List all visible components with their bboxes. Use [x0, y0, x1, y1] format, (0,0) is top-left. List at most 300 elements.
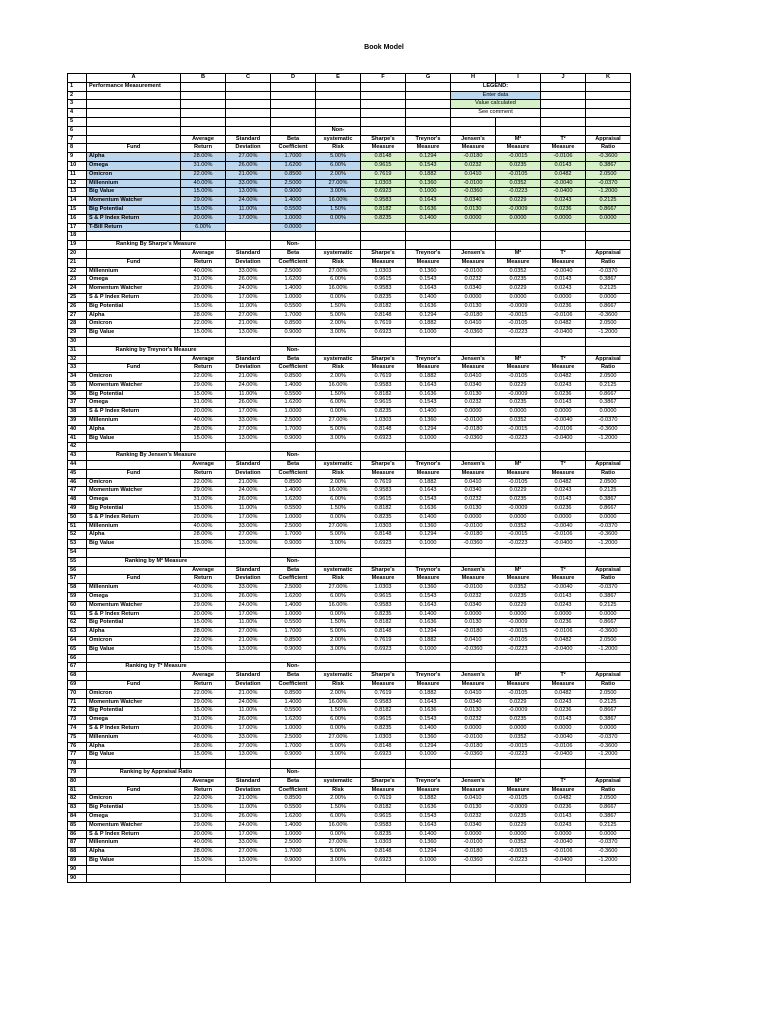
- fund-value-cell[interactable]: -0.0040: [541, 584, 586, 593]
- row-number[interactable]: 83: [68, 804, 87, 813]
- fund-value-cell[interactable]: 0.9615: [361, 593, 406, 602]
- fund-value-cell[interactable]: -0.0040: [541, 733, 586, 742]
- cell[interactable]: [406, 109, 451, 118]
- header-cell[interactable]: [361, 241, 406, 250]
- header-cell[interactable]: Non-: [271, 452, 316, 461]
- fund-value-cell[interactable]: 0.0000: [586, 408, 631, 417]
- fund-value-cell[interactable]: 0.0482: [541, 637, 586, 646]
- header-cell[interactable]: Appraisal: [586, 135, 631, 144]
- row-number[interactable]: 19: [68, 241, 87, 250]
- fund-value-cell[interactable]: 20.00%: [181, 724, 226, 733]
- cell[interactable]: [586, 100, 631, 109]
- fund-value-cell[interactable]: 0.0352: [496, 179, 541, 188]
- fund-value-cell[interactable]: 0.0229: [496, 821, 541, 830]
- fund-value-cell[interactable]: 0.5500: [271, 302, 316, 311]
- fund-value-cell[interactable]: -0.3600: [586, 742, 631, 751]
- fund-value-cell[interactable]: 2.00%: [316, 637, 361, 646]
- ranking-title[interactable]: Ranking by Treynor's Measure: [87, 346, 226, 355]
- header-cell[interactable]: [316, 346, 361, 355]
- header-cell[interactable]: Return: [181, 786, 226, 795]
- fund-value-cell[interactable]: 2.00%: [316, 478, 361, 487]
- cell[interactable]: [87, 109, 181, 118]
- fund-value-cell[interactable]: 1.6200: [271, 161, 316, 170]
- fund-value-cell[interactable]: 3.00%: [316, 856, 361, 865]
- fund-value-cell[interactable]: 0.9000: [271, 751, 316, 760]
- fund-value-cell[interactable]: 6.00%: [316, 399, 361, 408]
- header-cell[interactable]: Jensen's: [451, 461, 496, 470]
- fund-value-cell[interactable]: -1.2000: [586, 856, 631, 865]
- header-cell[interactable]: Fund: [87, 364, 181, 373]
- header-cell[interactable]: T²: [541, 777, 586, 786]
- fund-value-cell[interactable]: 0.0482: [541, 170, 586, 179]
- fund-value-cell[interactable]: 0.0243: [541, 821, 586, 830]
- fund-name-cell[interactable]: Momentum Watcher: [87, 285, 181, 294]
- header-cell[interactable]: Measure: [406, 469, 451, 478]
- fund-value-cell[interactable]: 0.1000: [406, 329, 451, 338]
- fund-name-cell[interactable]: Alpha: [87, 742, 181, 751]
- fund-value-cell[interactable]: 0.2125: [586, 487, 631, 496]
- fund-value-cell[interactable]: 22.00%: [181, 373, 226, 382]
- row-number[interactable]: 35: [68, 381, 87, 390]
- fund-value-cell[interactable]: 0.8148: [361, 628, 406, 637]
- fund-value-cell[interactable]: 0.00%: [316, 513, 361, 522]
- fund-value-cell[interactable]: 0.8667: [586, 707, 631, 716]
- cell[interactable]: [361, 549, 406, 558]
- fund-value-cell[interactable]: 0.8182: [361, 707, 406, 716]
- fund-value-cell[interactable]: -0.0370: [586, 417, 631, 426]
- header-cell[interactable]: Appraisal: [586, 355, 631, 364]
- header-cell[interactable]: Sharpe's: [361, 672, 406, 681]
- header-cell[interactable]: M²: [496, 135, 541, 144]
- fund-value-cell[interactable]: 13.00%: [226, 540, 271, 549]
- fund-value-cell[interactable]: 0.3867: [586, 276, 631, 285]
- fund-value-cell[interactable]: 5.00%: [316, 425, 361, 434]
- header-cell[interactable]: Fund: [87, 144, 181, 153]
- fund-value-cell[interactable]: 0.1643: [406, 698, 451, 707]
- fund-value-cell[interactable]: -0.0223: [496, 645, 541, 654]
- cell[interactable]: [406, 654, 451, 663]
- fund-value-cell[interactable]: 0.3867: [586, 399, 631, 408]
- cell[interactable]: [87, 654, 181, 663]
- fund-value-cell[interactable]: -1.2000: [586, 540, 631, 549]
- header-cell[interactable]: Non-: [316, 126, 361, 135]
- fund-value-cell[interactable]: 2.0500: [586, 373, 631, 382]
- fund-value-cell[interactable]: 27.00%: [226, 153, 271, 162]
- fund-name-cell[interactable]: Big Value: [87, 645, 181, 654]
- fund-value-cell[interactable]: 0.1294: [406, 153, 451, 162]
- header-cell[interactable]: Fund: [87, 786, 181, 795]
- fund-value-cell[interactable]: -0.0015: [496, 742, 541, 751]
- header-cell[interactable]: Average: [181, 461, 226, 470]
- header-cell[interactable]: [541, 452, 586, 461]
- header-cell[interactable]: Measure: [541, 258, 586, 267]
- cell[interactable]: [586, 337, 631, 346]
- fund-value-cell[interactable]: 31.00%: [181, 276, 226, 285]
- header-cell[interactable]: Measure: [541, 786, 586, 795]
- fund-value-cell[interactable]: -1.2000: [586, 434, 631, 443]
- fund-value-cell[interactable]: 0.1882: [406, 320, 451, 329]
- fund-value-cell[interactable]: 0.0235: [496, 399, 541, 408]
- header-cell[interactable]: Measure: [496, 786, 541, 795]
- cell[interactable]: [451, 760, 496, 769]
- header-cell[interactable]: systematic: [316, 355, 361, 364]
- row-number[interactable]: 62: [68, 619, 87, 628]
- fund-value-cell[interactable]: 0.0235: [496, 812, 541, 821]
- fund-value-cell[interactable]: 21.00%: [226, 637, 271, 646]
- fund-value-cell[interactable]: 0.0130: [451, 302, 496, 311]
- header-cell[interactable]: [541, 768, 586, 777]
- fund-value-cell[interactable]: 2.0500: [586, 478, 631, 487]
- fund-value-cell[interactable]: 0.0000: [451, 214, 496, 223]
- header-cell[interactable]: systematic: [316, 135, 361, 144]
- cell[interactable]: [586, 452, 631, 461]
- fund-value-cell[interactable]: 0.0410: [451, 320, 496, 329]
- header-cell[interactable]: Measure: [361, 786, 406, 795]
- fund-value-cell[interactable]: -0.0100: [451, 417, 496, 426]
- row-number[interactable]: 24: [68, 285, 87, 294]
- cell[interactable]: [586, 557, 631, 566]
- fund-value-cell[interactable]: 0.8667: [586, 505, 631, 514]
- cell[interactable]: [226, 337, 271, 346]
- fund-value-cell[interactable]: 5.00%: [316, 742, 361, 751]
- header-cell[interactable]: Measure: [496, 364, 541, 373]
- cell[interactable]: [586, 241, 631, 250]
- fund-value-cell[interactable]: 2.5000: [271, 584, 316, 593]
- fund-name-cell[interactable]: Alpha: [87, 311, 181, 320]
- cell[interactable]: [451, 443, 496, 452]
- header-cell[interactable]: Measure: [541, 575, 586, 584]
- fund-value-cell[interactable]: 0.8148: [361, 153, 406, 162]
- row-number[interactable]: 51: [68, 522, 87, 531]
- legend-input[interactable]: Enter data: [451, 91, 541, 100]
- fund-value-cell[interactable]: 0.9615: [361, 496, 406, 505]
- fund-value-cell[interactable]: 1.0303: [361, 733, 406, 742]
- fund-value-cell[interactable]: -0.0105: [496, 795, 541, 804]
- fund-value-cell[interactable]: 0.0235: [496, 161, 541, 170]
- fund-value-cell[interactable]: 0.8182: [361, 619, 406, 628]
- fund-value-cell[interactable]: -0.0360: [451, 540, 496, 549]
- header-cell[interactable]: [496, 452, 541, 461]
- header-cell[interactable]: [496, 768, 541, 777]
- row-number[interactable]: 33: [68, 364, 87, 373]
- fund-value-cell[interactable]: 1.4000: [271, 487, 316, 496]
- column-header-G[interactable]: G: [406, 74, 451, 83]
- fund-value-cell[interactable]: 0.0235: [496, 496, 541, 505]
- fund-value-cell[interactable]: 15.00%: [181, 707, 226, 716]
- fund-value-cell[interactable]: 28.00%: [181, 531, 226, 540]
- row-number[interactable]: 43: [68, 452, 87, 461]
- header-cell[interactable]: Measure: [451, 786, 496, 795]
- fund-value-cell[interactable]: 0.1294: [406, 425, 451, 434]
- fund-value-cell[interactable]: 0.0000: [586, 610, 631, 619]
- fund-value-cell[interactable]: 0.0243: [541, 285, 586, 294]
- fund-value-cell[interactable]: 0.1643: [406, 821, 451, 830]
- cell[interactable]: [586, 443, 631, 452]
- fund-value-cell[interactable]: 31.00%: [181, 496, 226, 505]
- fund-value-cell[interactable]: 0.1636: [406, 707, 451, 716]
- fund-value-cell[interactable]: 0.1543: [406, 593, 451, 602]
- fund-value-cell[interactable]: 16.00%: [316, 821, 361, 830]
- fund-name-cell[interactable]: Big Potential: [87, 804, 181, 813]
- row-number[interactable]: 34: [68, 373, 87, 382]
- fund-name-cell[interactable]: Omega: [87, 276, 181, 285]
- header-cell[interactable]: Measure: [451, 469, 496, 478]
- column-header-K[interactable]: K: [586, 74, 631, 83]
- fund-value-cell[interactable]: 22.00%: [181, 478, 226, 487]
- header-cell[interactable]: Ratio: [586, 786, 631, 795]
- fund-value-cell[interactable]: 6.00%: [316, 716, 361, 725]
- header-cell[interactable]: Standard: [226, 249, 271, 258]
- fund-name-cell[interactable]: Omega: [87, 161, 181, 170]
- header-cell[interactable]: [406, 452, 451, 461]
- fund-value-cell[interactable]: 0.1294: [406, 742, 451, 751]
- fund-value-cell[interactable]: 11.00%: [226, 707, 271, 716]
- fund-value-cell[interactable]: 24.00%: [226, 381, 271, 390]
- fund-value-cell[interactable]: 0.8235: [361, 408, 406, 417]
- fund-value-cell[interactable]: -0.0400: [541, 540, 586, 549]
- fund-value-cell[interactable]: -0.0360: [451, 751, 496, 760]
- fund-value-cell[interactable]: 0.1882: [406, 637, 451, 646]
- fund-value-cell[interactable]: 13.00%: [226, 751, 271, 760]
- fund-value-cell[interactable]: 0.2125: [586, 381, 631, 390]
- fund-name-cell[interactable]: Omicron: [87, 320, 181, 329]
- fund-value-cell[interactable]: -0.0223: [496, 540, 541, 549]
- header-cell[interactable]: [87, 461, 181, 470]
- cell[interactable]: [271, 91, 316, 100]
- header-cell[interactable]: Deviation: [226, 144, 271, 153]
- row-number[interactable]: 21: [68, 258, 87, 267]
- header-cell[interactable]: Sharpe's: [361, 355, 406, 364]
- fund-name-cell[interactable]: Omicron: [87, 373, 181, 382]
- fund-value-cell[interactable]: 0.0236: [541, 390, 586, 399]
- fund-value-cell[interactable]: 1.7000: [271, 848, 316, 857]
- row-number[interactable]: 66: [68, 654, 87, 663]
- fund-value-cell[interactable]: -0.0040: [541, 179, 586, 188]
- cell[interactable]: [271, 109, 316, 118]
- fund-value-cell[interactable]: -0.0400: [541, 645, 586, 654]
- fund-name-cell[interactable]: Alpha: [87, 531, 181, 540]
- row-number[interactable]: 68: [68, 672, 87, 681]
- fund-name-cell[interactable]: Big Value: [87, 434, 181, 443]
- fund-value-cell[interactable]: 0.1400: [406, 513, 451, 522]
- row-number[interactable]: 29: [68, 329, 87, 338]
- row-number[interactable]: 22: [68, 267, 87, 276]
- fund-value-cell[interactable]: 0.2125: [586, 285, 631, 294]
- fund-value-cell[interactable]: 27.00%: [226, 531, 271, 540]
- fund-value-cell[interactable]: 20.00%: [181, 610, 226, 619]
- fund-value-cell[interactable]: 0.00%: [316, 214, 361, 223]
- row-number[interactable]: 14: [68, 197, 87, 206]
- cell[interactable]: [316, 232, 361, 241]
- fund-value-cell[interactable]: 0.0232: [451, 812, 496, 821]
- fund-value-cell[interactable]: -0.0223: [496, 434, 541, 443]
- legend-comment[interactable]: See comment: [451, 109, 541, 118]
- header-cell[interactable]: Measure: [451, 680, 496, 689]
- fund-value-cell[interactable]: 33.00%: [226, 839, 271, 848]
- header-cell[interactable]: [316, 663, 361, 672]
- fund-value-cell[interactable]: 17.00%: [226, 610, 271, 619]
- row-number[interactable]: 16: [68, 214, 87, 223]
- header-cell[interactable]: Ratio: [586, 575, 631, 584]
- fund-value-cell[interactable]: 0.0000: [451, 830, 496, 839]
- cell[interactable]: [586, 865, 631, 874]
- fund-value-cell[interactable]: -0.0370: [586, 839, 631, 848]
- cell[interactable]: [316, 91, 361, 100]
- fund-value-cell[interactable]: 0.0229: [496, 285, 541, 294]
- header-cell[interactable]: Deviation: [226, 786, 271, 795]
- fund-value-cell[interactable]: 0.1360: [406, 584, 451, 593]
- fund-value-cell[interactable]: 0.1643: [406, 381, 451, 390]
- fund-value-cell[interactable]: -0.0105: [496, 320, 541, 329]
- fund-name-cell[interactable]: Big Value: [87, 540, 181, 549]
- fund-value-cell[interactable]: -0.0223: [496, 856, 541, 865]
- header-cell[interactable]: [361, 346, 406, 355]
- row-number[interactable]: 65: [68, 645, 87, 654]
- fund-value-cell[interactable]: 1.50%: [316, 505, 361, 514]
- fund-value-cell[interactable]: 29.00%: [181, 197, 226, 206]
- cell[interactable]: [451, 865, 496, 874]
- fund-value-cell[interactable]: 27.00%: [316, 417, 361, 426]
- cell[interactable]: [541, 549, 586, 558]
- header-cell[interactable]: M²: [496, 777, 541, 786]
- header-cell[interactable]: Measure: [361, 258, 406, 267]
- cell[interactable]: [181, 100, 226, 109]
- fund-value-cell[interactable]: 40.00%: [181, 522, 226, 531]
- header-cell[interactable]: Deviation: [226, 364, 271, 373]
- header-cell[interactable]: Ratio: [586, 469, 631, 478]
- fund-value-cell[interactable]: -0.0009: [496, 505, 541, 514]
- cell[interactable]: [226, 223, 271, 232]
- fund-name-cell[interactable]: Millennium: [87, 522, 181, 531]
- cell[interactable]: [451, 337, 496, 346]
- cell[interactable]: [316, 874, 361, 883]
- row-number[interactable]: 20: [68, 249, 87, 258]
- header-cell[interactable]: [87, 249, 181, 258]
- fund-value-cell[interactable]: 0.3867: [586, 161, 631, 170]
- fund-value-cell[interactable]: 0.1400: [406, 724, 451, 733]
- header-cell[interactable]: Measure: [406, 258, 451, 267]
- cell[interactable]: [361, 91, 406, 100]
- fund-value-cell[interactable]: 5.00%: [316, 848, 361, 857]
- fund-value-cell[interactable]: 13.00%: [226, 434, 271, 443]
- cell[interactable]: [541, 443, 586, 452]
- cell[interactable]: [316, 109, 361, 118]
- fund-value-cell[interactable]: 0.0130: [451, 804, 496, 813]
- header-cell[interactable]: [541, 346, 586, 355]
- cell[interactable]: [316, 82, 361, 91]
- fund-value-cell[interactable]: 0.1543: [406, 496, 451, 505]
- fund-value-cell[interactable]: -0.0040: [541, 267, 586, 276]
- fund-value-cell[interactable]: -0.0106: [541, 628, 586, 637]
- section-title[interactable]: Performance Measurement: [87, 82, 181, 91]
- fund-value-cell[interactable]: 6.00%: [316, 812, 361, 821]
- fund-value-cell[interactable]: 13.00%: [226, 188, 271, 197]
- fund-name-cell[interactable]: Big Value: [87, 856, 181, 865]
- fund-value-cell[interactable]: 0.0243: [541, 381, 586, 390]
- header-cell[interactable]: M²: [496, 249, 541, 258]
- fund-value-cell[interactable]: 0.0000: [541, 724, 586, 733]
- header-cell[interactable]: [496, 126, 541, 135]
- fund-value-cell[interactable]: 24.00%: [226, 698, 271, 707]
- cell[interactable]: [87, 549, 181, 558]
- header-cell[interactable]: [361, 452, 406, 461]
- cell[interactable]: [226, 760, 271, 769]
- fund-value-cell[interactable]: 0.0232: [451, 593, 496, 602]
- header-cell[interactable]: Measure: [406, 575, 451, 584]
- fund-name-cell[interactable]: Alpha: [87, 153, 181, 162]
- header-cell[interactable]: Fund: [87, 258, 181, 267]
- fund-value-cell[interactable]: 11.00%: [226, 505, 271, 514]
- fund-value-cell[interactable]: 0.0410: [451, 170, 496, 179]
- fund-value-cell[interactable]: -0.0360: [451, 434, 496, 443]
- header-cell[interactable]: [226, 557, 271, 566]
- fund-name-cell[interactable]: Omega: [87, 399, 181, 408]
- fund-value-cell[interactable]: -0.0105: [496, 637, 541, 646]
- tbill-return[interactable]: 6.00%: [181, 223, 226, 232]
- fund-value-cell[interactable]: 3.00%: [316, 434, 361, 443]
- fund-value-cell[interactable]: 0.00%: [316, 610, 361, 619]
- ranking-title[interactable]: Ranking by M² Measure: [87, 557, 226, 566]
- cell[interactable]: [451, 117, 496, 126]
- cell[interactable]: [87, 91, 181, 100]
- fund-name-cell[interactable]: Momentum Watcher: [87, 601, 181, 610]
- fund-value-cell[interactable]: 0.1294: [406, 848, 451, 857]
- header-cell[interactable]: [226, 663, 271, 672]
- cell[interactable]: [496, 232, 541, 241]
- header-cell[interactable]: M²: [496, 566, 541, 575]
- fund-value-cell[interactable]: 0.1882: [406, 373, 451, 382]
- cell[interactable]: [496, 443, 541, 452]
- fund-value-cell[interactable]: -0.0009: [496, 205, 541, 214]
- header-cell[interactable]: [316, 557, 361, 566]
- cell[interactable]: [181, 443, 226, 452]
- fund-value-cell[interactable]: -0.0106: [541, 848, 586, 857]
- cell[interactable]: [451, 654, 496, 663]
- cell[interactable]: [586, 654, 631, 663]
- fund-value-cell[interactable]: 0.5500: [271, 390, 316, 399]
- fund-value-cell[interactable]: 0.0000: [496, 214, 541, 223]
- cell[interactable]: [316, 100, 361, 109]
- header-cell[interactable]: Ratio: [586, 144, 631, 153]
- fund-value-cell[interactable]: 13.00%: [226, 329, 271, 338]
- row-number[interactable]: 17: [68, 223, 87, 232]
- fund-value-cell[interactable]: 20.00%: [181, 513, 226, 522]
- header-cell[interactable]: Measure: [541, 364, 586, 373]
- cell[interactable]: [181, 337, 226, 346]
- header-cell[interactable]: Coefficient: [271, 469, 316, 478]
- row-number[interactable]: 56: [68, 566, 87, 575]
- cell[interactable]: [586, 874, 631, 883]
- fund-value-cell[interactable]: 0.9583: [361, 381, 406, 390]
- fund-value-cell[interactable]: 24.00%: [226, 285, 271, 294]
- fund-value-cell[interactable]: -0.0360: [451, 188, 496, 197]
- cell[interactable]: [361, 337, 406, 346]
- fund-value-cell[interactable]: 1.6200: [271, 812, 316, 821]
- fund-value-cell[interactable]: 26.00%: [226, 496, 271, 505]
- fund-value-cell[interactable]: 0.5500: [271, 804, 316, 813]
- fund-value-cell[interactable]: 0.1360: [406, 417, 451, 426]
- fund-value-cell[interactable]: 0.0482: [541, 320, 586, 329]
- fund-value-cell[interactable]: 0.0410: [451, 689, 496, 698]
- fund-value-cell[interactable]: 0.6923: [361, 540, 406, 549]
- fund-value-cell[interactable]: -0.0040: [541, 417, 586, 426]
- fund-value-cell[interactable]: 31.00%: [181, 716, 226, 725]
- fund-value-cell[interactable]: 0.0235: [496, 276, 541, 285]
- cell[interactable]: [361, 223, 406, 232]
- header-cell[interactable]: [271, 126, 316, 135]
- header-cell[interactable]: Measure: [361, 364, 406, 373]
- fund-value-cell[interactable]: 28.00%: [181, 153, 226, 162]
